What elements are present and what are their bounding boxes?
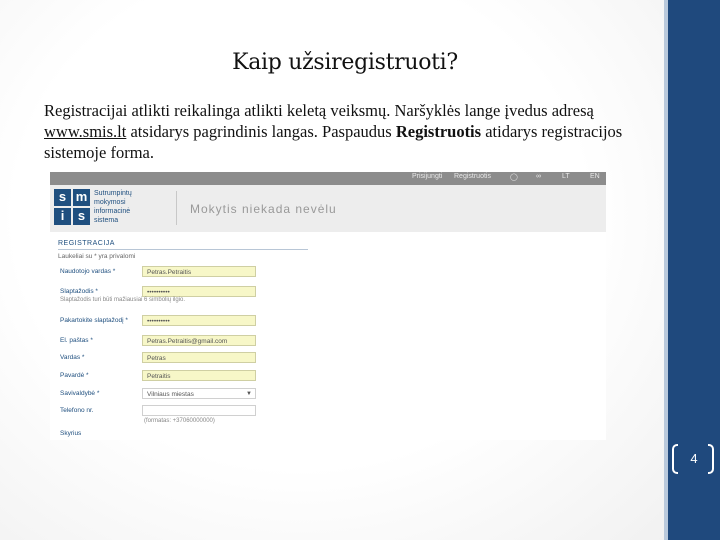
- email-label: El. paštas *: [60, 337, 93, 344]
- page-number: 4: [690, 451, 698, 466]
- password-repeat-label: Pakartokite slaptažodį *: [60, 317, 128, 324]
- password-label: Slaptažodis *: [60, 288, 98, 295]
- smis-logo[interactable]: [54, 189, 174, 229]
- body-text-part-2: atsidarys pagrindinis langas. Paspaudus: [126, 122, 396, 141]
- username-label: Naudotojo vardas *: [60, 268, 116, 275]
- municipality-label: Savivaldybė *: [60, 390, 100, 397]
- site-topbar: [50, 172, 606, 185]
- last-name-label: Pavardė *: [60, 372, 89, 379]
- body-text-part-1: Registracijai atlikti reikalinga atlikti keletą veiksmų. Naršyklės lange įvedus adresą: [44, 101, 594, 120]
- first-name-label: Vardas *: [60, 354, 85, 361]
- password-repeat-field[interactable]: ••••••••••: [142, 315, 256, 326]
- website-screenshot: [50, 172, 606, 440]
- site-slogan: Mokytis niekada nevėlu: [190, 202, 337, 216]
- logo-letter-m: m: [73, 189, 90, 206]
- logo-line-1: Sutrumpintų: [94, 190, 132, 197]
- logo-line-3: informacinė: [94, 208, 131, 215]
- required-note: Laukeliai su * yra privalomi: [58, 253, 136, 260]
- smis-link[interactable]: www.smis.lt: [44, 122, 127, 141]
- glasses-icon[interactable]: ∞: [536, 173, 541, 180]
- phone-hint: (formatas: +37060000000): [144, 418, 215, 424]
- register-emphasis: Registruotis: [395, 122, 482, 141]
- logo-line-4: sistema: [94, 217, 119, 224]
- body-text-part-3: atidarys registracijos sistemoje forma.: [44, 122, 623, 162]
- last-name-field[interactable]: Petraitis: [142, 370, 256, 381]
- password-field[interactable]: ••••••••••: [142, 286, 256, 297]
- register-link[interactable]: Registruotis: [454, 173, 491, 180]
- lang-en[interactable]: EN: [590, 173, 600, 180]
- phone-field[interactable]: [142, 405, 256, 416]
- lang-lt[interactable]: LT: [562, 173, 570, 180]
- login-link[interactable]: Prisijungti: [412, 173, 443, 180]
- username-field[interactable]: Petras.Petraitis: [142, 266, 256, 277]
- form-heading: REGISTRACIJA: [58, 240, 115, 247]
- logo-letter-i: i: [54, 208, 71, 225]
- page-number-bracket-right: [708, 444, 714, 474]
- municipality-value: Vilniaus miestas: [147, 391, 194, 398]
- dropdown-arrow-icon: ▼: [246, 391, 252, 397]
- logo-text: [94, 189, 174, 225]
- first-name-field[interactable]: Petras: [142, 352, 256, 363]
- banner-divider: [176, 191, 177, 225]
- slide-title: Kaip užsiregistruoti?: [232, 50, 458, 75]
- accessibility-icon[interactable]: ◯: [510, 174, 518, 181]
- slide-body-text: [44, 100, 634, 163]
- site-banner: [50, 185, 606, 232]
- logo-line-2: mokymosi: [94, 199, 126, 206]
- password-hint: Slaptažodis turi būti mažiausiai 6 simbolių ilgio.: [60, 297, 186, 303]
- logo-letter-s1: s: [54, 189, 71, 206]
- email-field[interactable]: Petras.Petraitis@gmail.com: [142, 335, 256, 346]
- phone-label: Telefono nr.: [60, 407, 94, 414]
- municipality-select[interactable]: [142, 388, 256, 399]
- form-divider: [58, 249, 308, 250]
- logo-letter-s2: s: [73, 208, 90, 225]
- department-label: Skyrius: [60, 430, 82, 437]
